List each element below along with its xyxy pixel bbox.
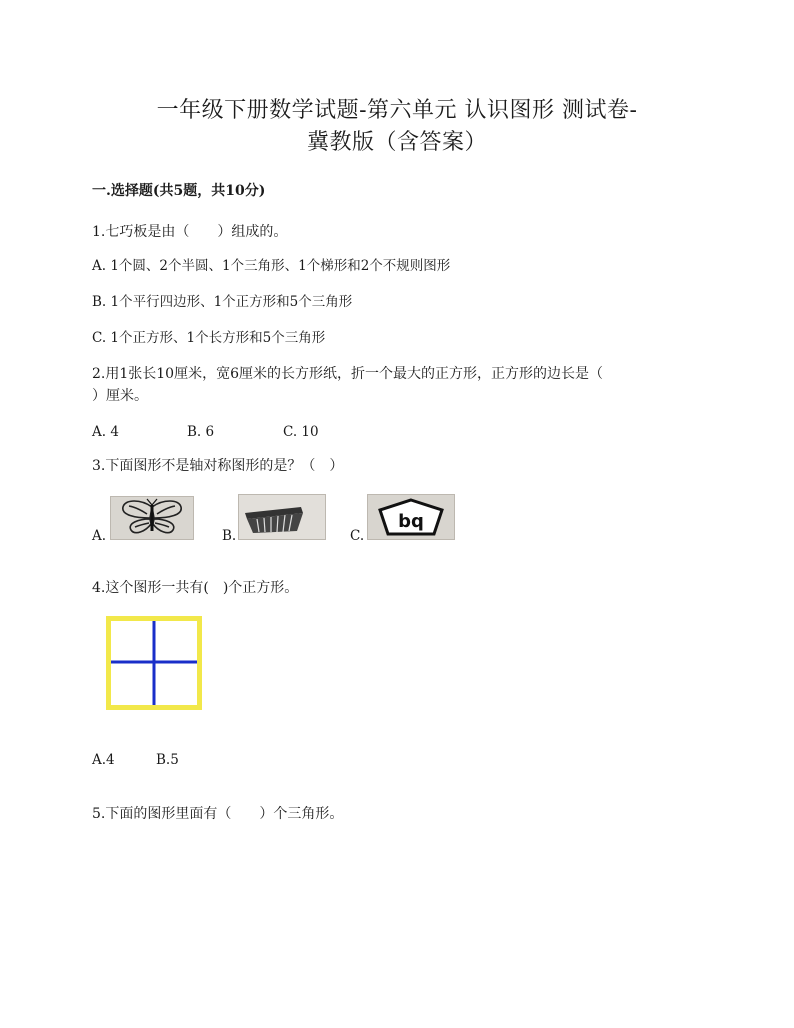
pentagon-icon [368,495,454,539]
butterfly-icon [111,497,193,539]
question-1: 1.七巧板是由（ ）组成的。 [92,224,288,240]
q4-option-b: B.5 [156,752,179,768]
broom-image [238,494,326,540]
q2-option-c: C. 10 [283,424,319,440]
question-5: 5.下面的图形里面有（ ）个三角形。 [92,806,344,822]
q4-option-a: A.4 [92,752,115,768]
q1-option-b: B. 1个平行四边形、1个正方形和5个三角形 [92,294,353,310]
q3-option-b: B. [222,528,237,544]
butterfly-image [110,496,194,540]
question-2-line1: 2.用1张长10厘米，宽6厘米的长方形纸，折一个最大的正方形，正方形的边长是（ [92,366,603,382]
q1-option-c: C. 1个正方形、1个长方形和5个三角形 [92,330,326,346]
question-3: 3.下面图形不是轴对称图形的是？（ ） [92,458,344,474]
pentagon-bq-image [367,494,455,540]
page-title-line1: 一年级下册数学试题-第六单元 认识图形 测试卷- [156,98,638,123]
q3-option-a: A. [92,528,107,544]
pentagon-label: bq [398,511,424,532]
square-figure [106,616,202,710]
q1-option-a: A. 1个圆、2个半圆、1个三角形、1个梯形和2个不规则图形 [92,258,451,274]
question-4: 4.这个图形一共有( )个正方形。 [92,580,299,596]
q3-option-c: C. [350,528,365,544]
question-2-line2: ）厘米。 [92,388,148,404]
page-title-line2: 冀教版（含答案） [306,130,487,155]
q2-option-a: A. 4 [92,424,119,440]
q2-option-b: B. 6 [187,424,215,440]
section-heading: 一.选择题(共5题，共10分) [92,183,266,199]
broom-icon [239,495,325,539]
